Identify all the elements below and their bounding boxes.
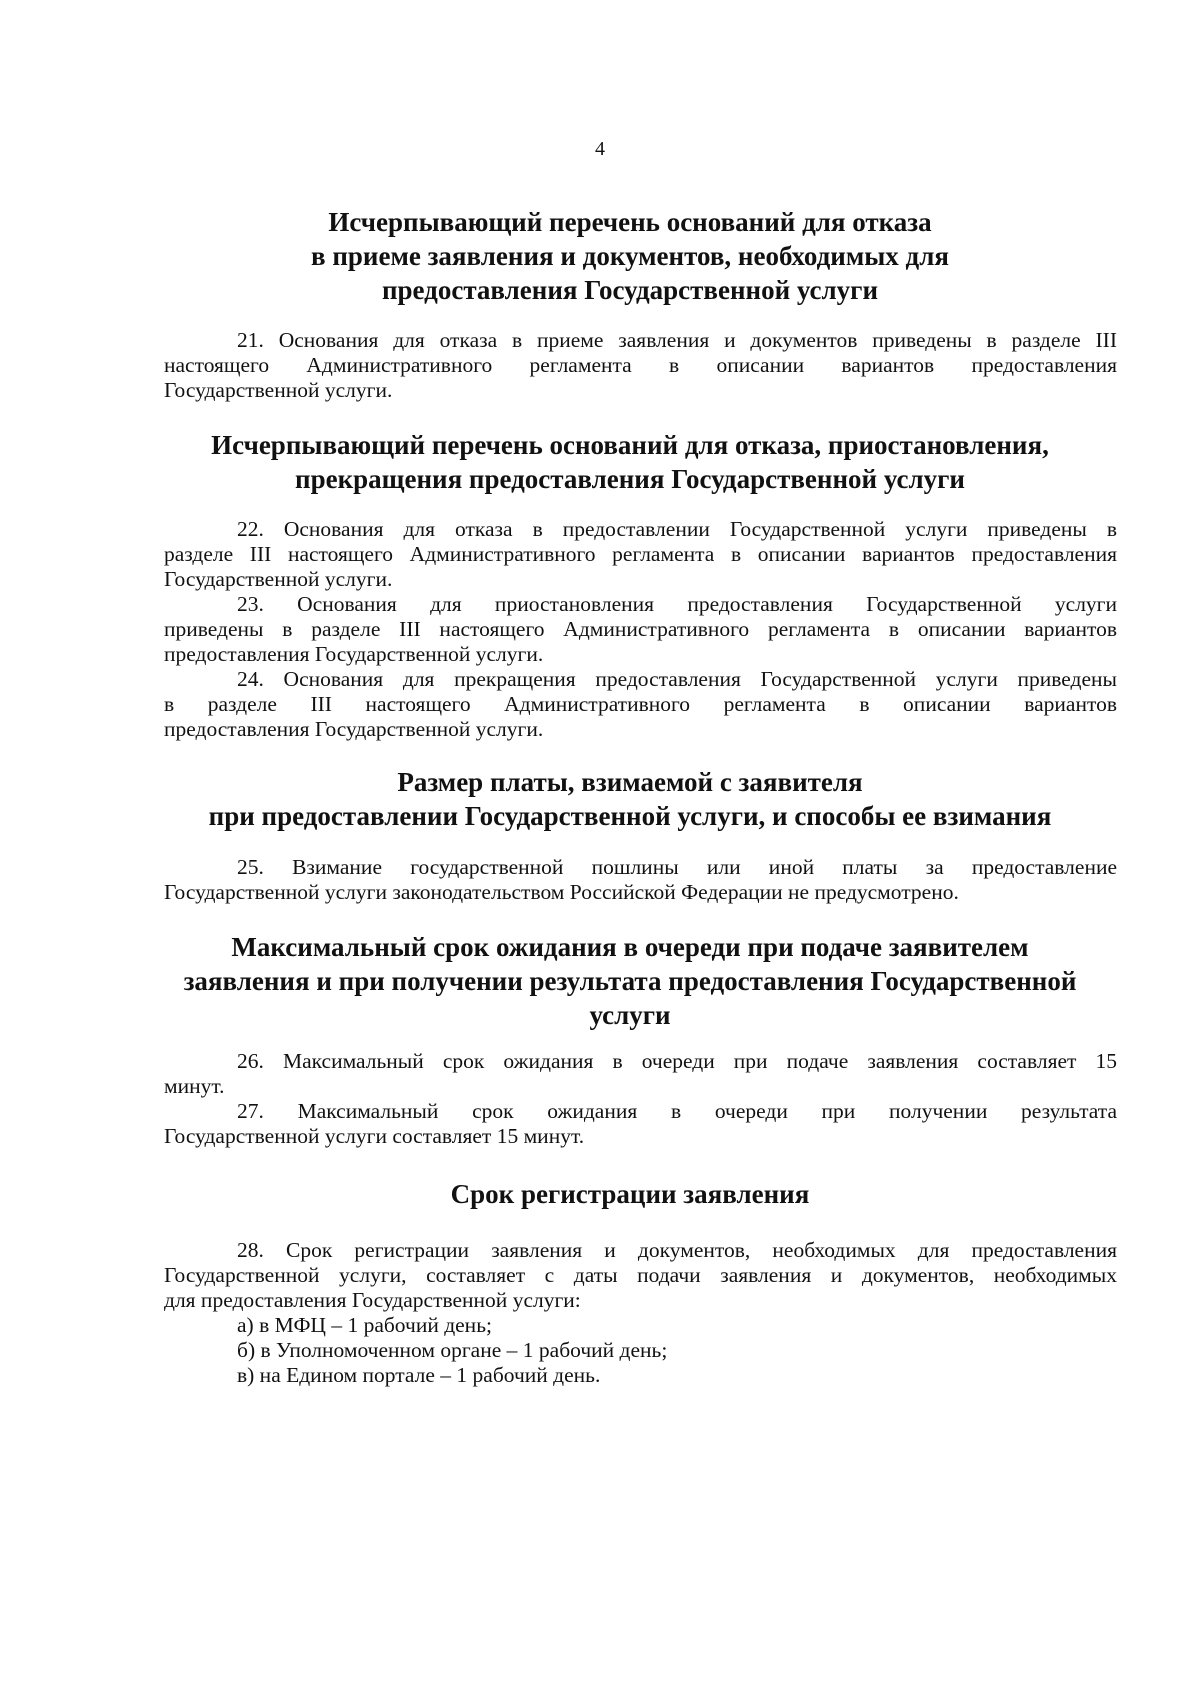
paragraph-line: минут. bbox=[164, 1074, 225, 1098]
paragraph-line: предоставления Государственной услуги. bbox=[164, 642, 544, 666]
paragraph-27 bbox=[164, 1099, 1117, 1149]
paragraph-line: разделе III настоящего Административного регламента в описании вариантов предоставления bbox=[164, 542, 1117, 566]
paragraph-26 bbox=[164, 1049, 1117, 1099]
page-number: 4 bbox=[595, 138, 605, 160]
paragraph-line: Государственной услуги, составляет с даты подачи заявления и документов, необходимых bbox=[164, 1263, 1117, 1287]
heading-line: прекращения предоставления Государственной услуги bbox=[295, 464, 965, 494]
paragraph-line: для предоставления Государственной услуги: bbox=[164, 1288, 581, 1312]
heading-line: Исчерпывающий перечень оснований для отказа, приостановления, bbox=[211, 430, 1049, 460]
paragraph-21 bbox=[164, 328, 1117, 403]
paragraph-line: в разделе III настоящего Административного регламента в описании вариантов bbox=[164, 692, 1117, 716]
list-item: б) в Уполномоченном органе – 1 рабочий день; bbox=[237, 1338, 668, 1362]
paragraph-24 bbox=[164, 667, 1117, 742]
section-heading-fee bbox=[150, 765, 1110, 833]
heading-line: Максимальный срок ожидания в очереди при подаче заявителем bbox=[231, 932, 1029, 962]
paragraph-line: приведены в разделе III настоящего Административного регламента в описании вариантов bbox=[164, 617, 1117, 641]
paragraph-line: 22. Основания для отказа в предоставлении Государственной услуги приведены в bbox=[237, 517, 1117, 541]
section-heading-refusal-acceptance bbox=[150, 205, 1110, 307]
heading-line: Исчерпывающий перечень оснований для отказа bbox=[328, 207, 932, 237]
paragraph-25 bbox=[164, 855, 1117, 905]
paragraph-line: Государственной услуги законодательством Российской Федерации не предусмотрено. bbox=[164, 880, 959, 904]
paragraph-line: Государственной услуги. bbox=[164, 378, 393, 402]
heading-line: Срок регистрации заявления bbox=[450, 1179, 810, 1209]
paragraph-line: 23. Основания для приостановления предоставления Государственной услуги bbox=[237, 592, 1117, 616]
list-item: а) в МФЦ – 1 рабочий день; bbox=[237, 1313, 492, 1337]
paragraph-28 bbox=[164, 1238, 1117, 1313]
paragraph-line: 27. Максимальный срок ожидания в очереди при получении результата bbox=[237, 1099, 1117, 1123]
paragraph-22 bbox=[164, 517, 1117, 592]
heading-line: услуги bbox=[589, 1000, 671, 1030]
section-heading-queue-time bbox=[150, 930, 1110, 1032]
section-heading-registration bbox=[150, 1177, 1110, 1211]
heading-line: в приеме заявления и документов, необходимых для bbox=[311, 241, 949, 271]
paragraph-line: 28. Срок регистрации заявления и документов, необходимых для предоставления bbox=[237, 1238, 1117, 1262]
heading-line: при предоставлении Государственной услуги, и способы ее взимания bbox=[208, 801, 1052, 831]
heading-line: Размер платы, взимаемой с заявителя bbox=[397, 767, 863, 797]
heading-line: предоставления Государственной услуги bbox=[381, 275, 879, 305]
paragraph-23 bbox=[164, 592, 1117, 667]
paragraph-line: Государственной услуги. bbox=[164, 567, 393, 591]
paragraph-line: Государственной услуги составляет 15 минут. bbox=[164, 1124, 585, 1148]
paragraph-line: настоящего Административного регламента в описании вариантов предоставления bbox=[164, 353, 1117, 377]
paragraph-line: 25. Взимание государственной пошлины или иной платы за предоставление bbox=[237, 855, 1117, 879]
heading-line: заявления и при получении результата предоставления Государственной bbox=[183, 966, 1077, 996]
paragraph-line: 24. Основания для прекращения предоставления Государственной услуги приведены bbox=[237, 667, 1117, 691]
paragraph-line: 21. Основания для отказа в приеме заявления и документов приведены в разделе III bbox=[237, 328, 1117, 352]
list-item: в) на Едином портале – 1 рабочий день. bbox=[237, 1363, 601, 1387]
section-heading-refusal-suspension bbox=[150, 428, 1110, 496]
paragraph-line: 26. Максимальный срок ожидания в очереди при подаче заявления составляет 15 bbox=[237, 1049, 1117, 1073]
paragraph-line: предоставления Государственной услуги. bbox=[164, 717, 544, 741]
